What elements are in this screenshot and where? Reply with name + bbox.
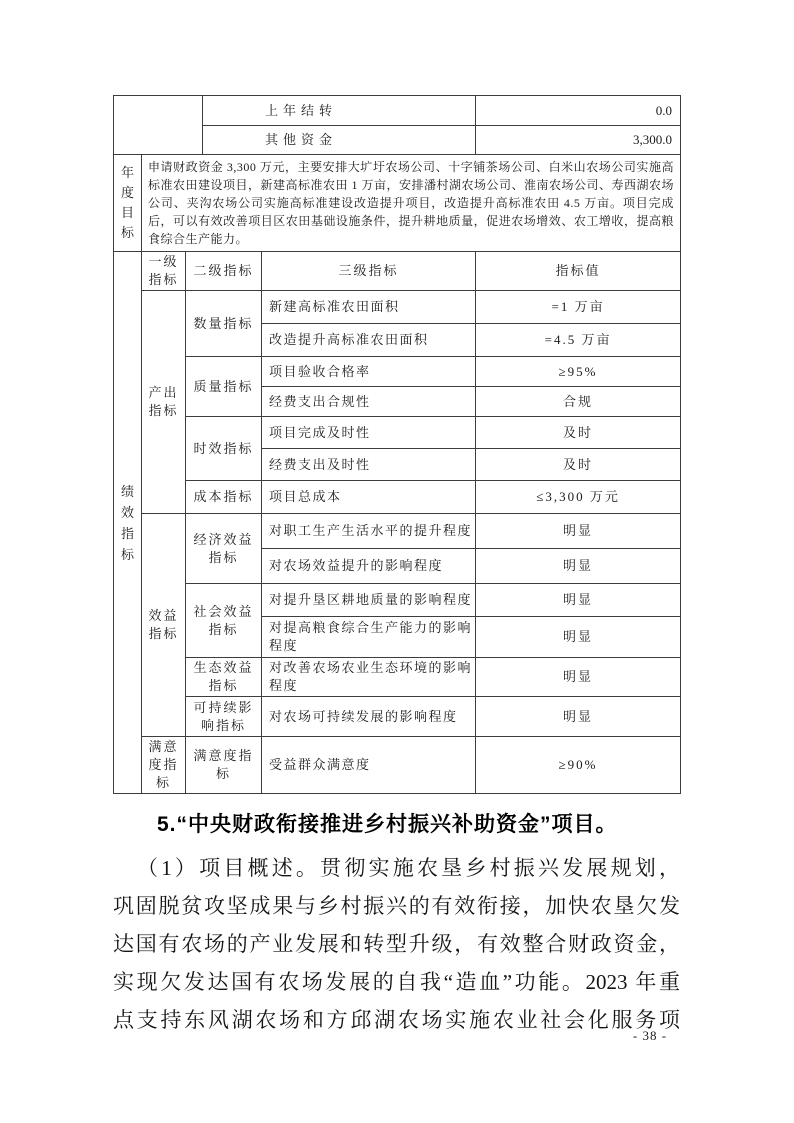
indicator-name: 经费支出及时性 [262, 449, 476, 481]
indicator-name: 项目总成本 [262, 481, 476, 514]
page-content [113, 95, 680, 1039]
table-row [114, 697, 681, 737]
section-heading: 5.“中央财政衔接推进乡村振兴补助资金”项目。 [157, 813, 618, 836]
funding-value: 0.0 [476, 96, 681, 126]
indicator-value: 明显 [476, 584, 681, 617]
table-row [114, 96, 681, 126]
indicator-value: 明显 [476, 549, 681, 584]
indicator-value: 明显 [476, 658, 681, 697]
indicator-name: 对提高粮食综合生产能力的影响程度 [262, 617, 476, 658]
level2-timeliness: 时效指标 [186, 417, 262, 481]
indicator-name: 对提升垦区耕地质量的影响程度 [262, 584, 476, 617]
indicator-value: 明显 [476, 617, 681, 658]
indicator-value: ≥95% [476, 357, 681, 387]
indicator-name: 对改善农场农业生态环境的影响程度 [262, 658, 476, 697]
level2-ecological: 生态效益指标 [186, 658, 262, 697]
header-level2: 二级指标 [186, 252, 262, 291]
level2-sustainable: 可持续影响指标 [186, 697, 262, 737]
indicator-value: =1 万亩 [476, 291, 681, 324]
indicator-name: 对职工生产生活水平的提升程度 [262, 514, 476, 549]
performance-side-label: 绩效指标 [114, 252, 142, 794]
level2-economic: 经济效益指标 [186, 514, 262, 584]
indicator-name: 受益群众满意度 [262, 737, 476, 794]
level1-output: 产出指标 [142, 291, 186, 514]
level2-satisfaction: 满意度指标 [186, 737, 262, 794]
table-row [114, 481, 681, 514]
indicator-value: 及时 [476, 417, 681, 449]
annual-goal-label: 年度目标 [114, 155, 142, 252]
indicator-value: 及时 [476, 449, 681, 481]
indicator-value: 合规 [476, 387, 681, 417]
paragraph-line: 实现欠发达国有农场发展的自我“造血”功能。2023 年重 [113, 970, 680, 994]
level1-satisfaction: 满意度指标 [142, 737, 186, 794]
indicator-value: 明显 [476, 514, 681, 549]
paragraph-line: 达国有农场的产业发展和转型升级，有效整合财政资金， [113, 932, 680, 956]
budget-performance-table [113, 95, 681, 794]
level2-quantity: 数量指标 [186, 291, 262, 357]
indicator-name: 对农场效益提升的影响程度 [262, 549, 476, 584]
indicator-name: 新建高标准农田面积 [262, 291, 476, 324]
funding-label: 上年结转 [203, 96, 476, 126]
indicator-name: 经费支出合规性 [262, 387, 476, 417]
table-header-row [114, 252, 681, 291]
table-row [114, 417, 681, 449]
funding-label: 其他资金 [203, 126, 476, 155]
page-number: - 38 - [632, 1028, 668, 1043]
funding-value: 3,300.0 [476, 126, 681, 155]
indicator-name: 项目验收合格率 [262, 357, 476, 387]
header-value: 指标值 [476, 252, 681, 291]
table-row [114, 584, 681, 617]
header-level3: 三级指标 [262, 252, 476, 291]
indicator-value: ≤3,300 万元 [476, 481, 681, 514]
annual-goal-text: 申请财政资金 3,300 万元，主要安排大圹圩农场公司、十字铺茶场公司、白米山农场公司实施高标准农田建设项目，新建高标准农田 1 万亩，安排潘村湖农场公司、淮南农场公司、寿西湖农场公司、夹沟农场公司实施高标准建设改造提升项目，改造提升高标准农田 4.5 万亩。项目完成后，可以有效改善项目区农田基础设施条件，提升耕地质量，促进农场增效、农工增收，提高粮食综合生产能力。 [142, 155, 681, 252]
level2-social: 社会效益指标 [186, 584, 262, 658]
paragraph-line: 点支持东风湖农场和方邱湖农场实施农业社会化服务项 [113, 1008, 680, 1032]
indicator-value: 明显 [476, 697, 681, 737]
paragraph-line: （1）项目概述。贯彻实施农垦乡村振兴发展规划， [137, 856, 680, 880]
table-row [114, 514, 681, 549]
indicator-value: =4.5 万亩 [476, 324, 681, 357]
table-row [114, 658, 681, 697]
indicator-name: 对农场可持续发展的影响程度 [262, 697, 476, 737]
indicator-name: 改造提升高标准农田面积 [262, 324, 476, 357]
level2-quality: 质量指标 [186, 357, 262, 417]
body-paragraph [113, 849, 680, 1039]
table-row [114, 155, 681, 252]
paragraph-line: 巩固脱贫攻坚成果与乡村振兴的有效衔接，加快农垦欠发 [113, 894, 680, 918]
level1-benefit: 效益指标 [142, 514, 186, 737]
table-row [114, 357, 681, 387]
indicator-name: 项目完成及时性 [262, 417, 476, 449]
level2-cost: 成本指标 [186, 481, 262, 514]
header-level1: 一级指标 [142, 252, 186, 291]
empty-cell [114, 96, 203, 155]
table-row [114, 291, 681, 324]
table-row [114, 737, 681, 794]
indicator-value: ≥90% [476, 737, 681, 794]
